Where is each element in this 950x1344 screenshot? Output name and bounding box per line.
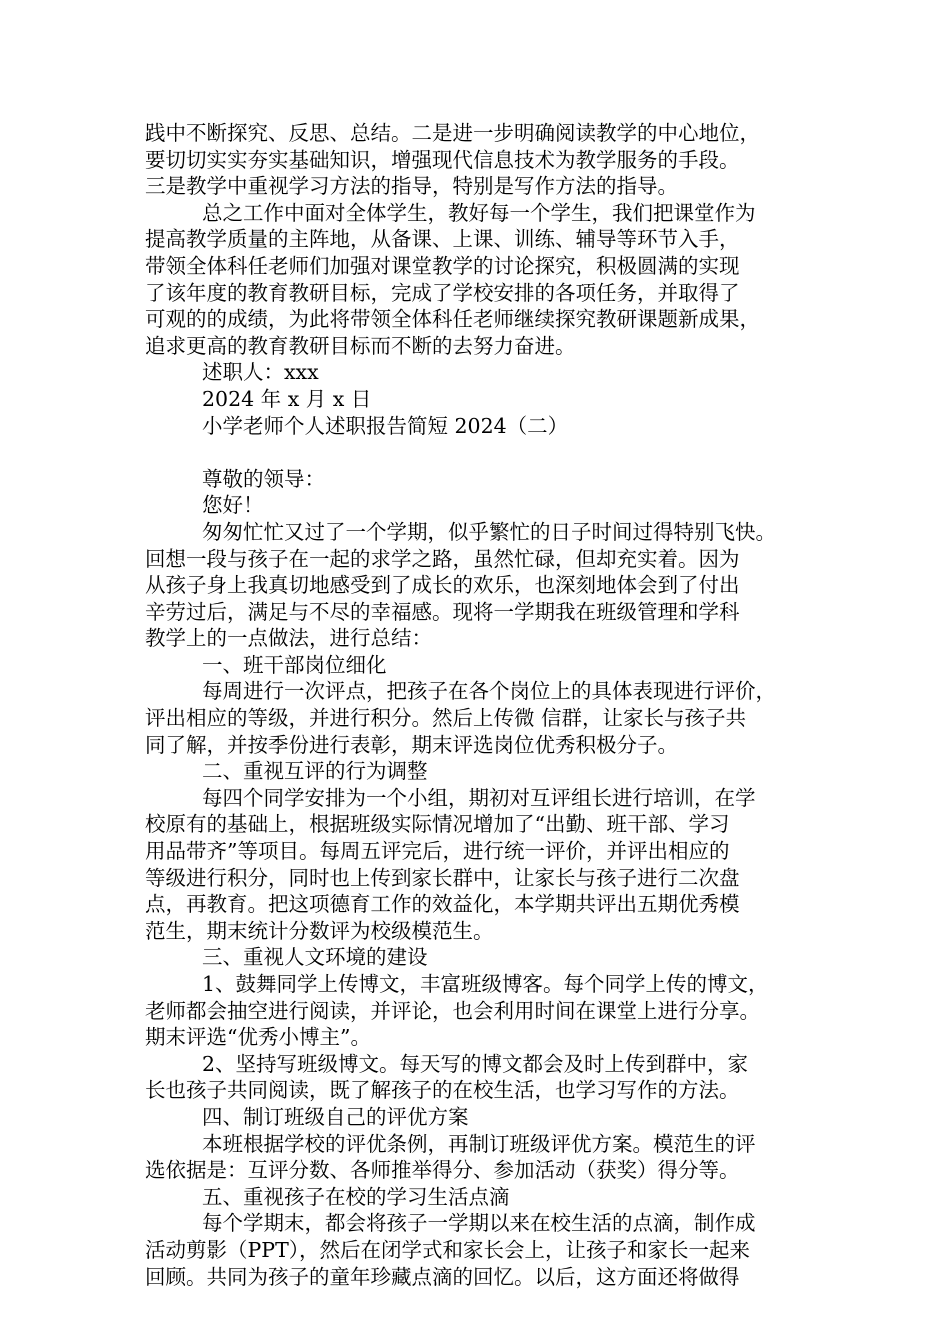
text-line: 活动剪影（PPT），然后在闭学式和家长会上，让孩子和家长一起来 xyxy=(145,1237,751,1262)
text-line: 践中不断探究、反思、总结。二是进一步明确阅读教学的中心地位， xyxy=(145,121,760,145)
text-line: 范生，期末统计分数评为校级模范生。 xyxy=(145,918,494,943)
text-line: 尊敬的领导： xyxy=(202,466,325,491)
text-line: 期末评选“优秀小博主”。 xyxy=(145,1025,371,1050)
text-line: 要切切实实夯实基础知识，增强现代信息技术为教学服务的手段。 xyxy=(145,147,740,172)
text-line: 四、制订班级自己的评优方案 xyxy=(202,1104,469,1129)
text-line: 同了解，并按季份进行表彰，期末评选岗位优秀积极分子。 xyxy=(145,732,678,757)
text-line: 长也孩子共同阅读，既了解孩子的在校生活，也学习写作的方法。 xyxy=(145,1078,740,1103)
text-line: 从孩子身上我真切地感受到了成长的欢乐，也深刻地体会到了付出 xyxy=(145,573,740,598)
text-line: 1、鼓舞同学上传博文，丰富班级博客。每个同学上传的博文， xyxy=(202,972,769,996)
text-line: 您好！ xyxy=(202,493,264,518)
text-line: 一、班干部岗位细化 xyxy=(202,652,387,677)
text-line: 评出相应的等级，并进行积分。然后上传微 信群，让家长与孩子共 xyxy=(145,706,747,731)
text-line: 二、重视互评的行为调整 xyxy=(202,759,428,784)
text-line: 用品带齐”等项目。每周五评完后，进行统一评价，并评出相应的 xyxy=(145,839,730,864)
text-line: 总之工作中面对全体学生，教好每一个学生，我们把课堂作为 xyxy=(202,200,756,225)
text-line: 小学老师个人述职报告简短 2024（二） xyxy=(202,413,569,438)
text-line: 匆匆忙忙又过了一个学期，似乎繁忙的日子时间过得特别飞快。 xyxy=(202,519,776,544)
text-line: 每周进行一次评点，把孩子在各个岗位上的具体表现进行评价， xyxy=(202,679,776,704)
text-line: 辛劳过后，满足与不尽的幸福感。现将一学期我在班级管理和学科 xyxy=(145,599,740,624)
text-line: 带领全体科任老师们加强对课堂教学的讨论探究，积极圆满的实现 xyxy=(145,253,740,278)
text-line: 回顾。共同为孩子的童年珍藏点滴的回忆。以后，这方面还将做得 xyxy=(145,1264,740,1289)
text-line: 述职人：xxx xyxy=(202,360,319,385)
text-line: 每个学期末，都会将孩子一学期以来在校生活的点滴，制作成 xyxy=(202,1211,756,1236)
text-line: 回想一段与孩子在一起的求学之路，虽然忙碌，但却充实着。因为 xyxy=(145,546,740,571)
text-line: 2024 年 x 月 x 日 xyxy=(202,386,372,411)
text-line: 本班根据学校的评优条例，再制订班级评优方案。模范生的评 xyxy=(202,1131,756,1156)
text-line: 提高教学质量的主阵地，从备课、上课、训练、辅导等环节入手， xyxy=(145,227,740,252)
text-line: 了该年度的教育教研目标，完成了学校安排的各项任务，并取得了 xyxy=(145,280,740,305)
text-line: 教学上的一点做法，进行总结： xyxy=(145,626,432,651)
text-line: 点，再教育。把这项德育工作的效益化，本学期共评出五期优秀模 xyxy=(145,892,740,917)
text-line: 等级进行积分，同时也上传到家长群中，让家长与孩子进行二次盘 xyxy=(145,865,740,890)
text-line: 三是教学中重视学习方法的指导，特别是写作方法的指导。 xyxy=(145,174,678,199)
blank-line xyxy=(145,439,825,466)
text-line: 选依据是：互评分数、各师推举得分、参加活动（获奖）得分等。 xyxy=(145,1158,740,1183)
text-line: 校原有的基础上，根据班级实际情况增加了“出勤、班干部、学习 xyxy=(145,812,730,837)
text-line: 每四个同学安排为一个小组，期初对互评组长进行培训，在学 xyxy=(202,785,756,810)
text-line: 2、坚持写班级博文。每天写的博文都会及时上传到群中，家 xyxy=(202,1051,749,1076)
text-line: 老师都会抽空进行阅读，并评论，也会利用时间在课堂上进行分享。 xyxy=(145,998,760,1023)
text-line: 追求更高的教育教研目标而不断的去努力奋进。 xyxy=(145,333,576,358)
text-line: 可观的的成绩，为此将带领全体科任老师继续探究教研课题新成果， xyxy=(145,307,760,332)
text-line: 三、重视人文环境的建设 xyxy=(202,945,428,970)
text-line: 五、重视孩子在校的学习生活点滴 xyxy=(202,1184,510,1209)
document-page xyxy=(145,120,825,1290)
